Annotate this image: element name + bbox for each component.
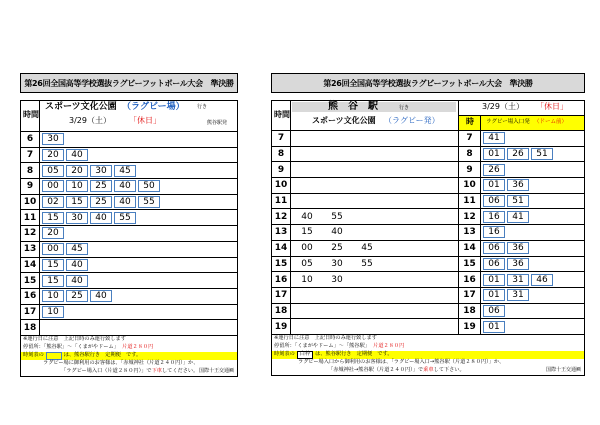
white-box-legend: 白枠 (297, 351, 313, 358)
minutes-cell (291, 194, 459, 209)
holiday-label: 「休日」 (536, 102, 568, 111)
table-row (21, 320, 237, 336)
note-board (272, 367, 584, 375)
departure-minute: 30 (331, 258, 343, 269)
departure-minute: 25 (331, 243, 343, 254)
departure-minute: 00 (301, 243, 313, 254)
departure-minute-2: 01 (483, 289, 505, 301)
table-row (272, 241, 584, 257)
departure-minute: 55 (138, 196, 160, 208)
minutes-cell-2 (481, 162, 584, 177)
departure-minute: 25 (66, 290, 88, 302)
departure-minute: 05 (42, 165, 64, 177)
departure-minute: 40 (90, 212, 112, 224)
holiday-label: 「休日」 (129, 116, 161, 125)
hour-cell-2: 16 (459, 272, 481, 287)
departure-minute-2: 51 (531, 148, 553, 160)
note-board-a: 「赤城神社→熊谷駅（片道２４０円）」で (328, 367, 424, 374)
hour-cell-2: 14 (459, 241, 481, 256)
departure-minute: 20 (42, 149, 64, 161)
minutes-cell-2 (481, 147, 584, 162)
hour-cell: 15 (272, 257, 291, 272)
table-row (272, 194, 584, 210)
note-stops-text: 停留所：「熊谷駅」～「くまがやドーム」 (23, 344, 119, 351)
departure-minute: 30 (42, 133, 64, 145)
hour-cell-2: 19 (459, 319, 481, 334)
hour-cell: 7 (272, 131, 291, 146)
hour-cell: 10 (21, 195, 40, 210)
timetable-to-sports-park (20, 73, 238, 377)
departure-minute: 45 (66, 243, 88, 255)
departure-minute: 15 (42, 212, 64, 224)
table-row (21, 210, 237, 226)
departure-minute: 05 (301, 258, 313, 269)
hour-cell-2: 9 (459, 162, 481, 177)
tournament-title: 第26回全国高等学校選抜ラグビーフットボール大会 準決勝 (271, 73, 585, 93)
minutes-cell-2 (481, 257, 584, 272)
departure-minute-2: 01 (483, 148, 505, 160)
hour-cell: 15 (21, 273, 40, 288)
timetable-header (21, 101, 237, 132)
note-stops (272, 343, 584, 351)
note-rugby-stops: ラグビー場入口から御利用のお客様は、「ラグビー場入口→熊谷駅（片道２８０円）」か、 (298, 359, 505, 366)
departure-minute: 55 (361, 258, 373, 269)
table-row (272, 225, 584, 241)
departure-minute-2: 01 (483, 179, 505, 191)
departure-minute: 30 (90, 165, 112, 177)
departure-minute: 40 (66, 275, 88, 287)
minutes-cell (291, 272, 459, 287)
departure-minute-2: 16 (483, 226, 505, 238)
service-date: 3/29（土） (482, 102, 524, 111)
minutes-cell (40, 148, 237, 163)
table-row (272, 209, 584, 225)
minutes-cell (291, 304, 459, 319)
table-row (21, 132, 237, 148)
hour-cell: 11 (21, 210, 40, 225)
minutes-cell (291, 147, 459, 162)
departure-minute: 40 (90, 290, 112, 302)
table-row (272, 257, 584, 273)
timetable-to-kumagaya-station (271, 73, 585, 376)
departure-minute-2: 41 (507, 211, 529, 223)
timetable-body (20, 100, 238, 377)
note-alight-c: してください。 (161, 368, 199, 375)
hour-cell: 12 (272, 209, 291, 224)
hour-cell: 14 (272, 241, 291, 256)
departure-minute: 30 (331, 274, 343, 285)
hour-cell: 18 (21, 320, 40, 335)
minutes-cell (40, 210, 237, 225)
departure-minute: 25 (90, 180, 112, 192)
hour-cell: 7 (21, 148, 40, 163)
hour-cell: 9 (21, 179, 40, 194)
minutes-cell (291, 162, 459, 177)
note-fare: 片道２８０円 (373, 343, 405, 350)
departure-minute-2: 26 (483, 164, 505, 176)
departure-minute-2: 16 (483, 211, 505, 223)
hour-cell: 12 (21, 226, 40, 241)
hour-cell: 16 (272, 272, 291, 287)
minutes-cell-2 (481, 241, 584, 256)
table-row (21, 163, 237, 179)
table-row (272, 147, 584, 163)
note-board-c: して下さい。 (433, 367, 465, 374)
departure-minute: 10 (42, 306, 64, 318)
timetable-notes (272, 335, 584, 375)
hour-cell: 11 (272, 194, 291, 209)
hour-cell: 18 (272, 304, 291, 319)
hour-cell: 10 (272, 178, 291, 193)
note-regular-b: は、熊谷駅行き 定期便 です。 (63, 352, 142, 359)
hour-cell: 8 (272, 147, 291, 162)
table-row (21, 195, 237, 211)
minutes-cell (40, 273, 237, 288)
departure-minute-2: 51 (507, 195, 529, 207)
table-row (272, 304, 584, 320)
departure-minute: 00 (42, 243, 64, 255)
col2-departure-label: ラグビー場入口発 (486, 119, 530, 125)
minutes-cell (291, 319, 459, 334)
hour-column-header-2: 時 (466, 117, 474, 126)
departure-minute: 40 (301, 211, 313, 222)
minutes-cell-2 (481, 194, 584, 209)
table-row (21, 179, 237, 195)
minutes-cell (291, 257, 459, 272)
note-operating-days: ※運行日に注意 上記日時のみ運行致します (23, 336, 126, 343)
col2-departure-sub: （ドーム前） (534, 119, 568, 125)
departure-minute: 55 (114, 212, 136, 224)
minutes-cell (291, 209, 459, 224)
note-board-b: 乗車 (423, 367, 434, 374)
hour-cell: 9 (272, 162, 291, 177)
destination-name: 熊 谷 駅 (328, 101, 378, 112)
departure-minute-2: 46 (531, 274, 553, 286)
table-row (21, 242, 237, 258)
timetable-header (272, 101, 584, 131)
departure-minute: 25 (90, 196, 112, 208)
destination-sub: （ラグビー場） (122, 102, 185, 112)
departure-minute: 40 (114, 196, 136, 208)
departure-minute: 55 (331, 211, 343, 222)
hour-column-header: 時間 (274, 110, 290, 119)
departure-minute: 10 (66, 180, 88, 192)
table-row (272, 162, 584, 178)
minutes-cell (40, 320, 237, 335)
departure-minute-2: 06 (483, 258, 505, 270)
departure-minute-2: 26 (507, 148, 529, 160)
departure-minute: 15 (42, 275, 64, 287)
hour-cell-2: 11 (459, 194, 481, 209)
hour-cell: 14 (21, 258, 40, 273)
departure-minute: 40 (66, 259, 88, 271)
note-stops (21, 344, 237, 352)
minutes-cell (40, 132, 237, 147)
departure-minute: 30 (66, 212, 88, 224)
hour-cell-2: 7 (459, 131, 481, 146)
hour-cell: 17 (21, 305, 40, 320)
hour-cell: 16 (21, 289, 40, 304)
table-row (272, 288, 584, 304)
hour-cell-2: 8 (459, 147, 481, 162)
departure-minute: 20 (42, 227, 64, 239)
table-row (272, 319, 584, 335)
table-row (21, 258, 237, 274)
minutes-cell-2 (481, 272, 584, 287)
minutes-cell-2 (481, 288, 584, 303)
note-regular-b: は、熊谷駅行き 定期便 です。 (315, 351, 393, 358)
hour-column-header: 時間 (23, 110, 39, 119)
bus-company: 国際十王交通㈱ (198, 367, 234, 374)
hour-cell: 8 (21, 163, 40, 178)
departure-minute: 50 (138, 180, 160, 192)
minutes-cell (40, 179, 237, 194)
departure-minute-2: 06 (483, 242, 505, 254)
departure-minute-2: 01 (483, 274, 505, 286)
hour-cell: 13 (21, 242, 40, 257)
table-row (21, 148, 237, 164)
departure-minute: 45 (361, 243, 373, 254)
departure-station: 熊谷駅発 (207, 120, 228, 126)
note-alight-b: 下車 (151, 368, 162, 375)
departure-minute: 15 (42, 259, 64, 271)
table-row (21, 289, 237, 305)
tournament-title: 第26回全国高等学校選抜ラグビーフットボール大会 準決勝 (20, 73, 238, 93)
timetable-body (271, 100, 585, 376)
origin-sub: （ラグビー発） (384, 116, 440, 125)
table-row (272, 178, 584, 194)
timetable-notes (21, 336, 237, 376)
service-date: 3/29（土） (69, 116, 111, 125)
departure-minute: 15 (301, 227, 313, 238)
hour-cell: 13 (272, 225, 291, 240)
departure-minute: 10 (42, 290, 64, 302)
hour-cell-2: 15 (459, 257, 481, 272)
departure-minute: 40 (331, 227, 343, 238)
table-row (21, 305, 237, 321)
departure-minute-2: 36 (507, 242, 529, 254)
minutes-cell (40, 226, 237, 241)
minutes-cell-2 (481, 209, 584, 224)
minutes-cell (291, 225, 459, 240)
minutes-cell-2 (481, 304, 584, 319)
note-rugby-stops: ラグビー場に御利用のお客様は、「赤城神社（片道２４０円）」か、 (43, 360, 199, 367)
departure-minute-2: 31 (507, 289, 529, 301)
destination-suffix: 行き (197, 104, 208, 110)
origin-name: スポーツ文化公園 (312, 116, 376, 125)
departure-minute-2: 36 (507, 179, 529, 191)
departure-minute-2: 06 (483, 305, 505, 317)
minutes-cell-2 (481, 178, 584, 193)
note-regular-service (21, 352, 237, 360)
table-row (272, 272, 584, 288)
departure-minute-2: 41 (483, 132, 505, 144)
departure-minute: 45 (114, 165, 136, 177)
hour-cell-2: 12 (459, 209, 481, 224)
note-fare: 片道２８０円 (122, 344, 154, 351)
bus-company: 国際十王交通㈱ (545, 366, 581, 373)
departure-minute: 40 (114, 180, 136, 192)
minutes-cell (40, 163, 237, 178)
minutes-cell (40, 289, 237, 304)
note-regular-a: 時刻表の (23, 352, 44, 359)
departure-minute: 10 (301, 274, 313, 285)
departure-minute: 40 (66, 149, 88, 161)
destination-suffix: 行き (399, 105, 410, 111)
table-row (21, 273, 237, 289)
destination-name: スポーツ文化公園 (45, 102, 117, 112)
minutes-cell-2 (481, 319, 584, 334)
hour-cell: 19 (272, 319, 291, 334)
minutes-cell-2 (481, 225, 584, 240)
minutes-cell (291, 288, 459, 303)
table-row (21, 226, 237, 242)
minutes-cell (291, 178, 459, 193)
timetable-rows (21, 132, 237, 336)
hour-cell: 6 (21, 132, 40, 147)
departure-minute: 20 (66, 165, 88, 177)
blue-box-legend (46, 352, 62, 360)
minutes-cell (291, 241, 459, 256)
minutes-cell (40, 258, 237, 273)
note-operating-days: ※運行日に注意 上記日時のみ運行致します (274, 335, 377, 342)
note-regular-service (272, 351, 584, 359)
hour-cell-2: 17 (459, 288, 481, 303)
departure-minute: 15 (66, 196, 88, 208)
hour-cell-2: 13 (459, 225, 481, 240)
table-row (272, 131, 584, 147)
note-stops-text: 停留所：「くまがやドーム」～「熊谷駅」 (274, 343, 370, 350)
minutes-cell-2 (481, 131, 584, 146)
departure-minute-2: 31 (507, 274, 529, 286)
departure-minute-2: 06 (483, 195, 505, 207)
departure-minute: 00 (42, 180, 64, 192)
note-regular-a: 時刻表の (274, 351, 295, 358)
departure-minute-2: 01 (483, 321, 505, 333)
note-alight-a: 「ラグビー場入口（片道２８０円）」で (61, 368, 152, 375)
hour-cell-2: 10 (459, 178, 481, 193)
minutes-cell (40, 305, 237, 320)
departure-minute: 02 (42, 196, 64, 208)
minutes-cell (291, 131, 459, 146)
minutes-cell (40, 195, 237, 210)
departure-minute-2: 36 (507, 258, 529, 270)
hour-cell-2: 18 (459, 304, 481, 319)
minutes-cell (40, 242, 237, 257)
hour-cell: 17 (272, 288, 291, 303)
timetable-rows (272, 131, 584, 335)
